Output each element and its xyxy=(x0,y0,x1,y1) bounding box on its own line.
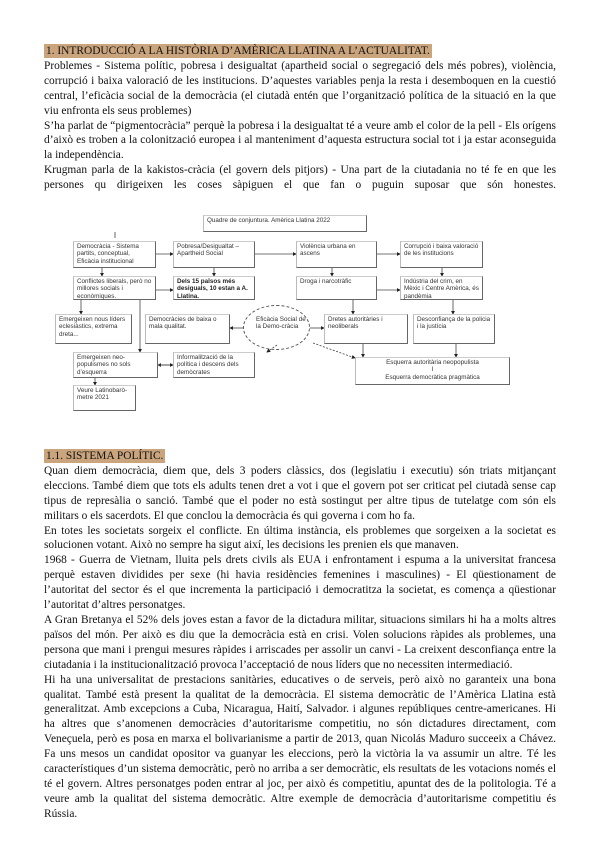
diagram-box: Democràcia - Sistema partits, conceptual, Eficàcia institucional xyxy=(73,241,156,268)
paragraph: A Gran Bretanya el 52% dels joves estan a favor de la dictadura militar, situacions similars hi ha a molts altres països del món. Per això es diu que la democràcia està en crisi. Volen solucions ràpides als problemes, una persona que mani i prengui mesures ràpides i arriscades per assolir un canvi - La creixent desconfiança entre la ciutadania i la institucionalització provoca l’acceptació de nous líders que no necessiten intermediació. xyxy=(44,613,556,671)
diagram-box: Desconfiança de la policia i la justícia xyxy=(413,314,495,344)
diagram-title: Quadre de conjuntura. Amèrica Llatina 2022 xyxy=(203,215,367,232)
paragraph: Quan diem democràcia, diem que, dels 3 poders clàssics, dos (legislatiu i executiu) són triats mitjançant eleccions. També diem que tots els adults tenen dret a vot i que el govern pot ser criticat pel ciutadà sense cap tipus de represàlia o sanció. També que el poder no està sostingut per altre tipus de tutelatge com són els militars o els sacerdots. El que conclou la democràcia és qui governa i com ho fa. xyxy=(44,464,556,522)
paragraph: Hi ha una universalitat de prestacions sanitàries, educatives o de serveis, però això no garanteix una bona qualitat. També està present la qualitat de la democràcia. El sistema democràtic de l’Amèrica Llatina està generalitzat. Amb excepcions a Cuba, Nicaragua, Haití, Salvador. i algunes repúbliques centre-americanes. Hi ha altres que s’anomenen democràcies d’autoritarisme competitiu, no són dictadures directament, com Veneçuela, però es posa en marxa el bolivarianisme a partir de 2013, quan Nicolás Maduro succeeix a Chávez. Fa uns mesos un candidat opositor va guanyar les eleccions, però la victòria la va assumir un altre. Té les característiques d’un sistema democràtic, però no arriba a ser democràtic, els resultats de les votacions només el té el govern. Altres personatges poden entrar al joc, per això és competitiu, apuntat des de la politologia. Té a veure amb la qualitat del sistema democràtic. Altre exemple de democràcia d’autoritarisme competitiu és Rússia. xyxy=(44,673,556,820)
paragraph: Krugman parla de la kakistos-cràcia (el govern dels pitjors) - Una part de la ciutadania no té fe en que les persones qu dirigeixen les coses sàpiguen el que fan o puguin suposar que són honestes. xyxy=(44,164,556,192)
paragraph: 1968 - Guerra de Vietnam, lluita pels drets civils als EUA i enfrontament i espuma a la universitat francesa perquè estaven dividides per sexe (hi havia residències femenines i masculines) - El qüestionament de l’autoritat del sector és el que incrementa la participació i democratitza la societat, es comença a qüestionar l’autoritat d’altres personatges. xyxy=(44,554,556,612)
diagram-text: I xyxy=(431,366,434,374)
conjuntura-diagram xyxy=(55,210,525,435)
diagram-text: Esquerra democràtica pragmàtica xyxy=(385,373,480,381)
paragraph: Problemes - Sistema polític, pobresa i desigualtat (apartheid social o segregació dels més pobres), violència, corrupció i baixa valoració de les institucions. D’aquestes variables penja la resta i desemboquen en la cuestió central, l’eficàcia social de la democràcia (el ciutadà entén que l’organització política de la situació en la que viu enfronta els seus problemes) xyxy=(44,59,556,117)
diagram-box: Conflictes liberals, però no millores socials i econòmiques. xyxy=(73,276,156,300)
diagram-box: Droga i narcotràfic xyxy=(296,276,377,300)
diagram-box: Dels 15 països més desiguals, 10 estan a A. Llatina. xyxy=(173,276,255,300)
diagram-box: Pobresa/Desigualtat – Apartheid Social xyxy=(173,241,255,268)
diagram-box: Emergeixen neo-populismes no sols d’esquerra xyxy=(73,352,158,378)
section-sistema-politic xyxy=(44,449,556,822)
diagram-box: Indústria del crim, en Mèxic i Centre Amèrica, és pandèmia xyxy=(400,276,483,300)
diagram-box: Emergeixen nous líders eclesiàstics, extrema dreta... xyxy=(55,314,132,344)
diagram-box: Veure Latinobarò-metre 2021 xyxy=(73,385,136,411)
section-heading: 1.1. SISTEMA POLÍTIC. xyxy=(46,450,164,462)
diagram-box-esquerra xyxy=(355,357,510,385)
paragraph: S’ha parlat de “pigmentocràcia” perquè la pobresa i la desigualtat té a veure amb el color de la pell - Els orígens d’això es troben a la colonització europea i al manteniment d’aquesta estructura social tot i ja estar aconseguida la independència. xyxy=(44,119,556,162)
diagram-ellipse-eficacia: Eficàcia Social de la Demo-cràcia xyxy=(243,305,310,350)
diagram-box: Violència urbana en ascens xyxy=(296,241,377,268)
paragraph: En totes les societats sorgeix el conflicte. En última instància, els problemes que sorgeixen a la societat es solucionen votant. Això no sempre ha sigut així, les decisions les prenien els que manaven. xyxy=(44,524,556,552)
diagram-box: Corrupció i baixa valoració de les institucions xyxy=(400,241,483,268)
diagram-box: Democràcies de baixa o mala qualitat. xyxy=(145,314,230,344)
diagram-box: Informalització de la política i descens dels demòcrates xyxy=(173,352,255,378)
diagram-text: Esquerra autoritària neopopulista xyxy=(386,359,479,366)
section-heading: 1. INTRODUCCIÓ A LA HISTÒRIA D’AMÈRICA LLATINA A L’ACTUALITAT. xyxy=(46,45,430,57)
section-introduccio xyxy=(44,44,556,193)
diagram-box: Dretes autoritàries i neoliberals xyxy=(324,314,408,344)
